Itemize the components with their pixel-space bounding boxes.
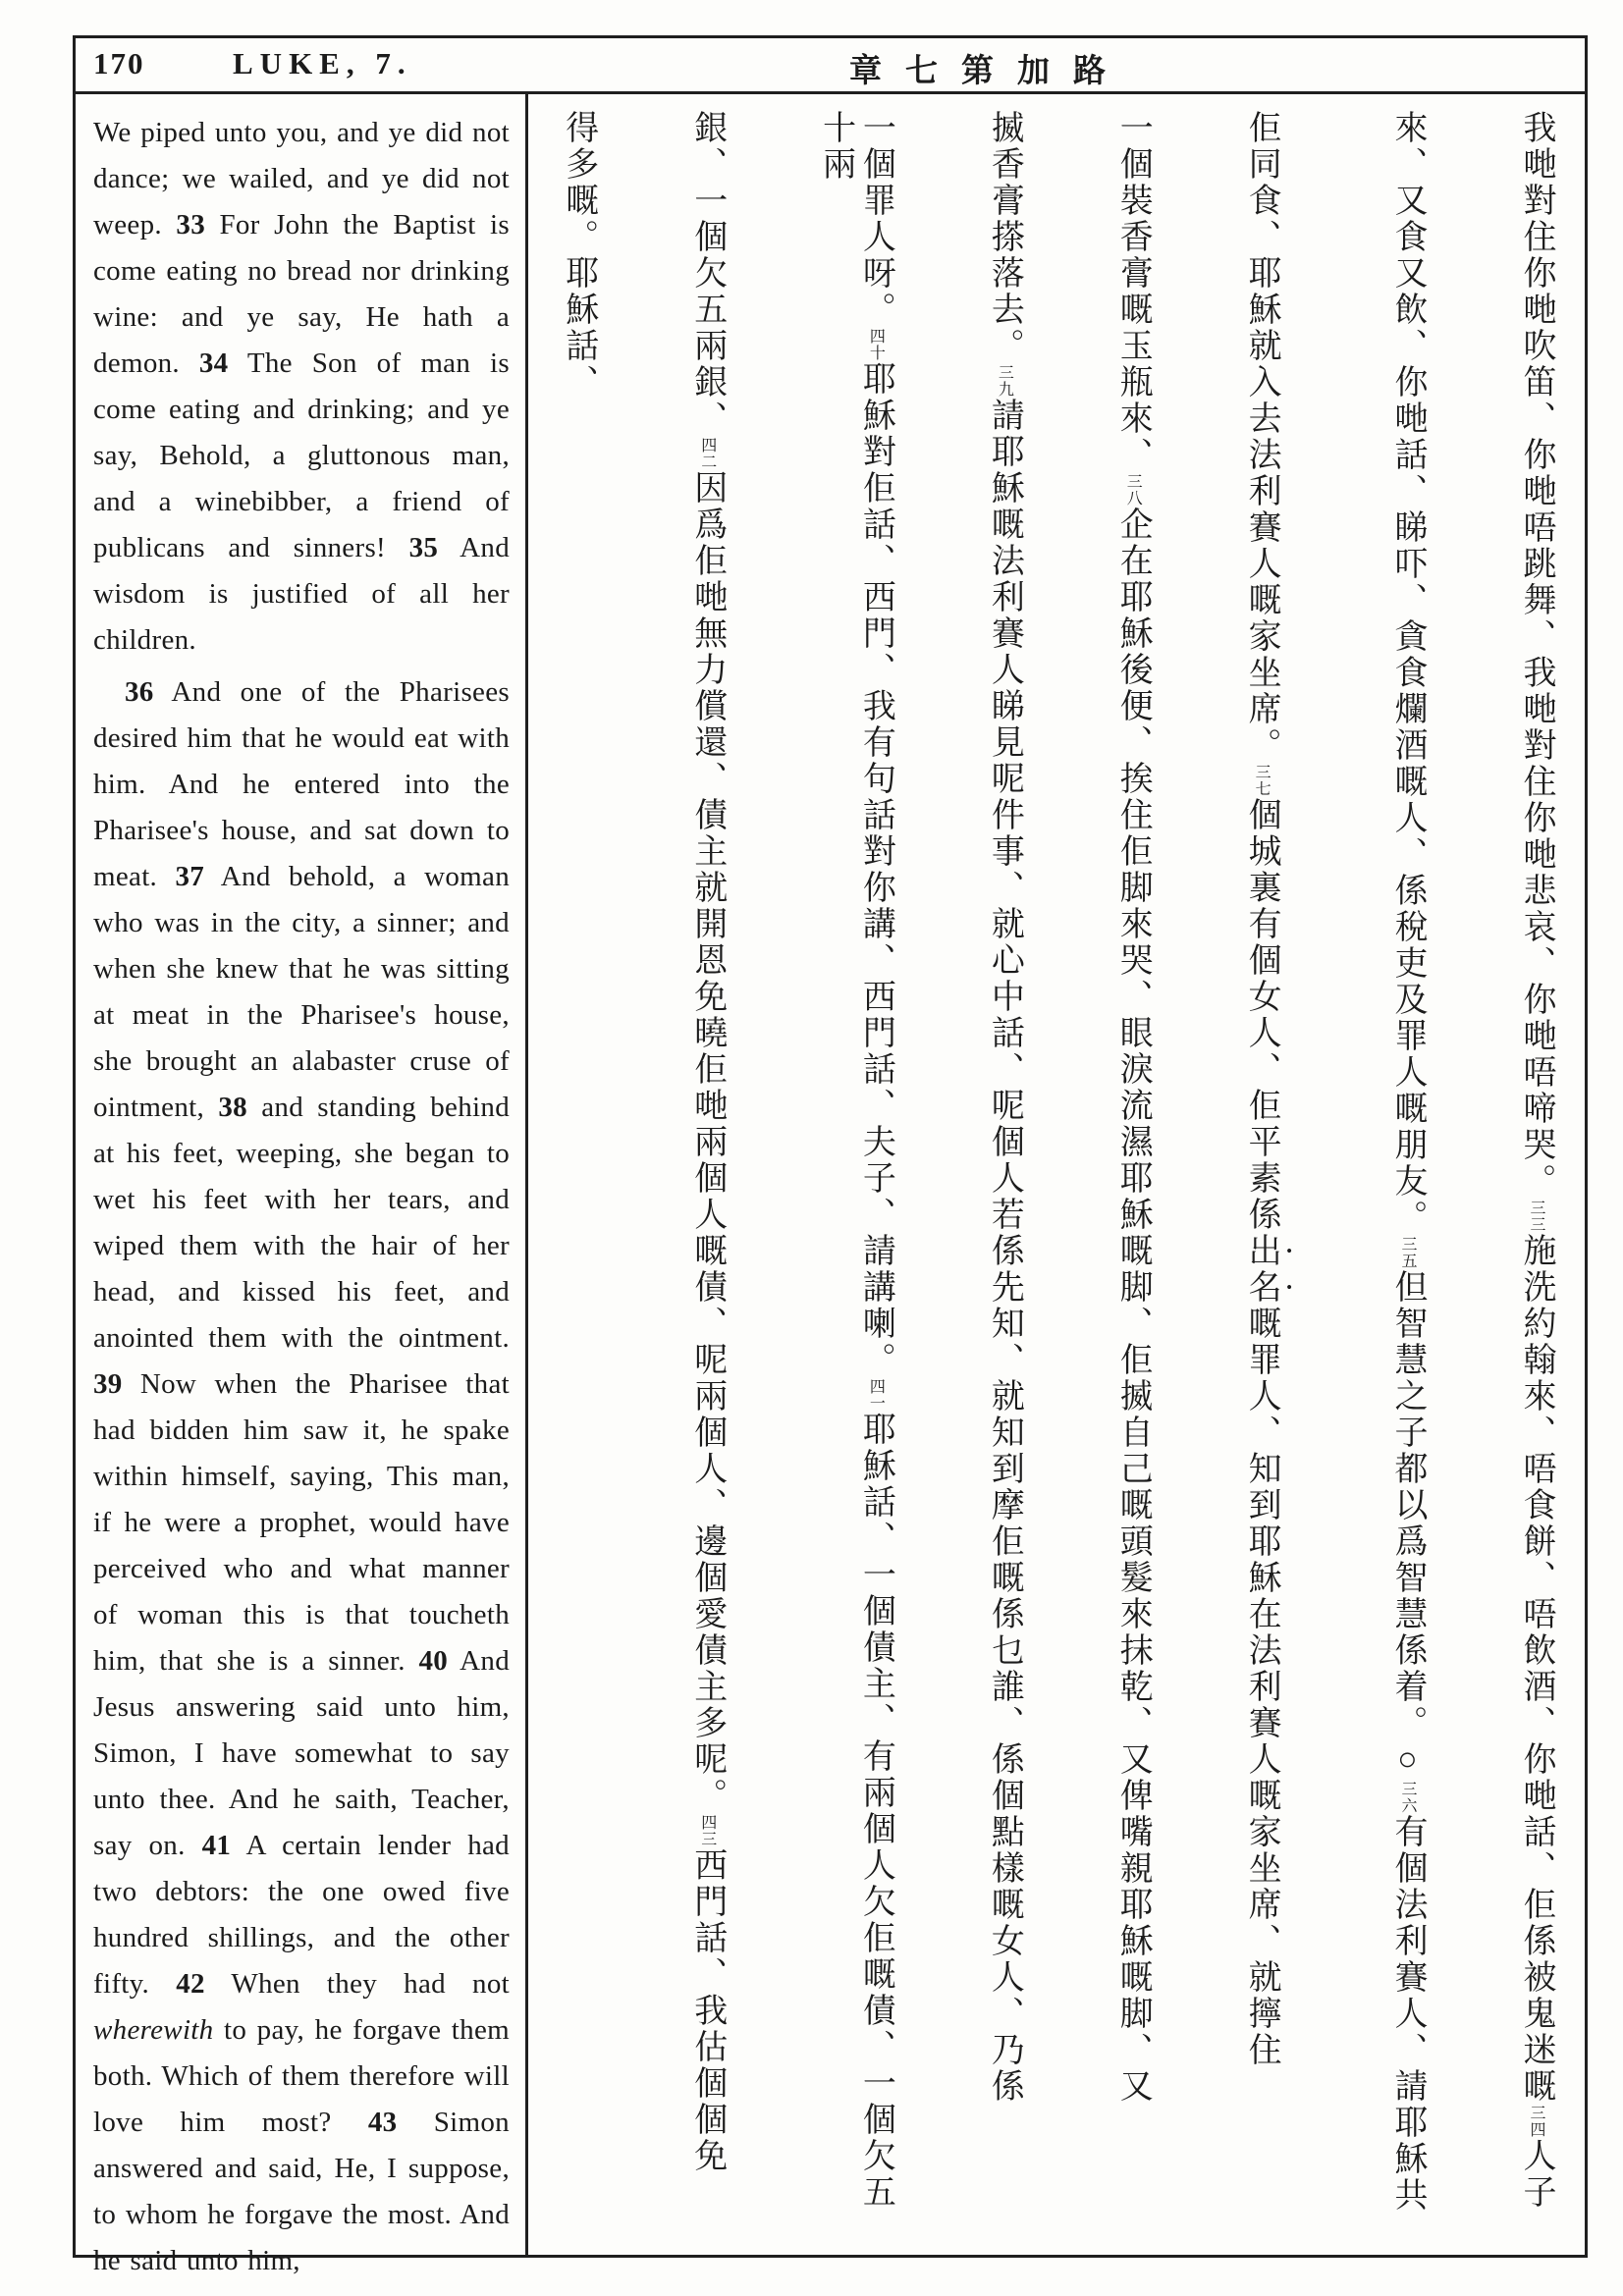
verse-text: The Son of man is come eating and drinking; and ye say, Behold, a gluttonous man, and a winebibber, a friend of publicans and sinners! (93, 347, 510, 563)
chinese-verse-text: 一個罪人呀。 (857, 110, 894, 328)
chinese-verse-number: 三七 (1253, 764, 1271, 797)
chinese-text-column (984, 110, 1024, 2241)
verse-text: And behold, a woman who was in the city, a sinner; and when she knew that he was sitting at meat in the Pharisee's house, she brought an alabaster cruse of ointment, (93, 861, 510, 1123)
chinese-verse-number: 三九 (996, 364, 1013, 398)
english-paragraph (93, 669, 510, 2284)
page-title: LUKE, 7. (233, 46, 412, 80)
chinese-verse-number: 三五 (1399, 1236, 1417, 1269)
chinese-verse-text: 得多嘅。耶穌話、 (560, 110, 597, 400)
verse-number: 34 (198, 347, 229, 379)
verse-text: When they had not (204, 1968, 510, 2000)
verse-text: A certain lender had two debtors: the one owed five hundred shillings, and the other fifty. (93, 1830, 510, 2000)
chinese-verse-text: 因爲佢哋無力償還、債主就開恩免曉佢哋兩個人嘅債、呢兩個人、邊個愛債主多呢。 (688, 470, 726, 1814)
verse-number: 38 (218, 1092, 247, 1123)
page-body (76, 94, 1585, 2276)
chinese-verse-text: 來、又食又飲、你哋話、睇吓、貪食爛酒嘅人、係稅吏及罪人嘅朋友。 (1389, 110, 1427, 1236)
chinese-verse-text: 一個裝香膏嘅玉瓶來、 (1114, 110, 1152, 473)
verse-text: Now when the Pharisee that had bidden him saw it, he spake within himself, saying, This man, if he were a prophet, would have perceived who and what manner of woman this is that toucheth him, that she is a sinner. (93, 1368, 510, 1677)
english-paragraph (93, 110, 510, 664)
chinese-column-area (528, 94, 1585, 2255)
chinese-verse-text: 請耶穌嘅法利賽人睇見呢件事、就心中話、呢個人若係先知、就知到摩佢嘅係乜誰、係個點樣嘅女人、乃係 (986, 398, 1023, 2105)
chinese-verse-text: 個城裏有個女人、佢平素係 (1243, 797, 1280, 1233)
verse-number: 35 (408, 532, 439, 563)
verse-number: 40 (418, 1645, 449, 1677)
chinese-verse-text: 但智慧之子都以爲智慧係着。○ (1389, 1269, 1427, 1781)
chinese-text-column (1386, 110, 1427, 2241)
chinese-verse-text: 有個法利賽人、請耶穌共 (1389, 1814, 1427, 2214)
english-column (76, 94, 525, 2276)
chinese-verse-text: 揻香膏搽落去。 (986, 110, 1023, 364)
chinese-verse-text: 我哋對住你哋吹笛、你哋唔跳舞、我哋對住你哋悲哀、你哋唔啼哭。 (1517, 110, 1554, 1200)
chinese-verse-text: 佢同食、耶穌就入去法利賽人嘅家坐席。 (1243, 110, 1280, 764)
page-frame (73, 35, 1588, 2276)
chinese-verse-number: 三四 (1527, 2105, 1544, 2138)
chinese-verse-number: 三三 (1527, 1200, 1544, 1233)
chinese-text-column (1515, 110, 1555, 2241)
chinese-verse-number: 四十 (867, 328, 885, 361)
chinese-verse-text: 耶穌話、一個債主、有兩個人欠佢嘅債、一個欠五十兩 (817, 110, 894, 2211)
chinese-verse-number: 四三 (698, 1814, 716, 1847)
verse-number: 33 (176, 209, 205, 240)
verse-number: 42 (176, 1968, 205, 2000)
verse-text: And wisdom is justified of all her children. (93, 532, 510, 656)
chinese-text-column (815, 110, 895, 2241)
verse-number: 39 (93, 1368, 123, 1400)
verse-text: and standing behind at his feet, weeping, she began to wet his feet with her tears, and wiped them with the hair of her head, and kissed his feet, and anointed them with the ointment. (93, 1092, 510, 1354)
chinese-verse-text: 人子 (1517, 2138, 1554, 2211)
chinese-page-title: 章七第加路 (849, 54, 1129, 89)
verse-text: Simon answered and said, He, I suppose, to whom he forgave the most. And he said unto him, (93, 2107, 510, 2276)
chinese-verse-text: 西門話、我估個個免 (688, 1847, 726, 2174)
verse-text: And Jesus answering said unto him, Simon, I have somewhat to say unto thee. And he saith, Teacher, say on. (93, 1645, 511, 1861)
verse-number: 37 (175, 861, 205, 892)
verse-number: 41 (201, 1830, 232, 1861)
verse-number: 36 (125, 676, 154, 708)
italic-word: wherewith (93, 2014, 214, 2046)
chinese-verse-text: 施洗約翰來、唔食餅、唔飲酒、你哋話、佢係被鬼迷嘅 (1517, 1233, 1554, 2105)
verse-text: We piped unto you, and ye did not dance; we wailed, and ye did not weep. (93, 117, 510, 240)
verse-number: 43 (367, 2107, 398, 2138)
page-number: 170 (93, 46, 145, 80)
chinese-text-column (558, 110, 598, 2241)
emphasized-chinese-text: 出名 (1243, 1233, 1280, 1306)
chinese-verse-number: 四二 (698, 437, 716, 470)
chinese-text-column (1240, 110, 1298, 2241)
chinese-verse-number: 三六 (1399, 1781, 1417, 1814)
chinese-verse-text: 耶穌對佢話、西門、我有句話對你講、西門話、夫子、請講喇。 (857, 361, 894, 1378)
chinese-text-column (686, 110, 727, 2241)
verse-text: And one of the Pharisees desired him that he would eat with him. And he entered into the Pharisee's house, and sat down to meat. (93, 676, 510, 892)
verse-text: to pay, he forgave them both. Which of them therefore will love him most? (93, 2014, 510, 2138)
page-header (76, 38, 1585, 94)
chinese-verse-number: 四一 (867, 1378, 885, 1412)
chinese-verse-text: 嘅罪人、知到耶穌在法利賽人嘅家坐席、就擰住 (1243, 1306, 1280, 2068)
chinese-text-column (1111, 110, 1152, 2241)
chinese-verse-text: 企在耶穌後便、挨住佢脚來哭、眼淚流濕耶穌嘅脚、佢揻自己嘅頭髮來抹乾、又俾嘴親耶穌嘅脚、又 (1114, 507, 1152, 2105)
chinese-verse-text: 銀、一個欠五兩銀、 (688, 110, 726, 437)
chinese-verse-number: 三八 (1124, 473, 1142, 507)
verse-text: For John the Baptist is come eating no bread nor drinking wine: and ye say, He hath a demon. (93, 209, 510, 379)
